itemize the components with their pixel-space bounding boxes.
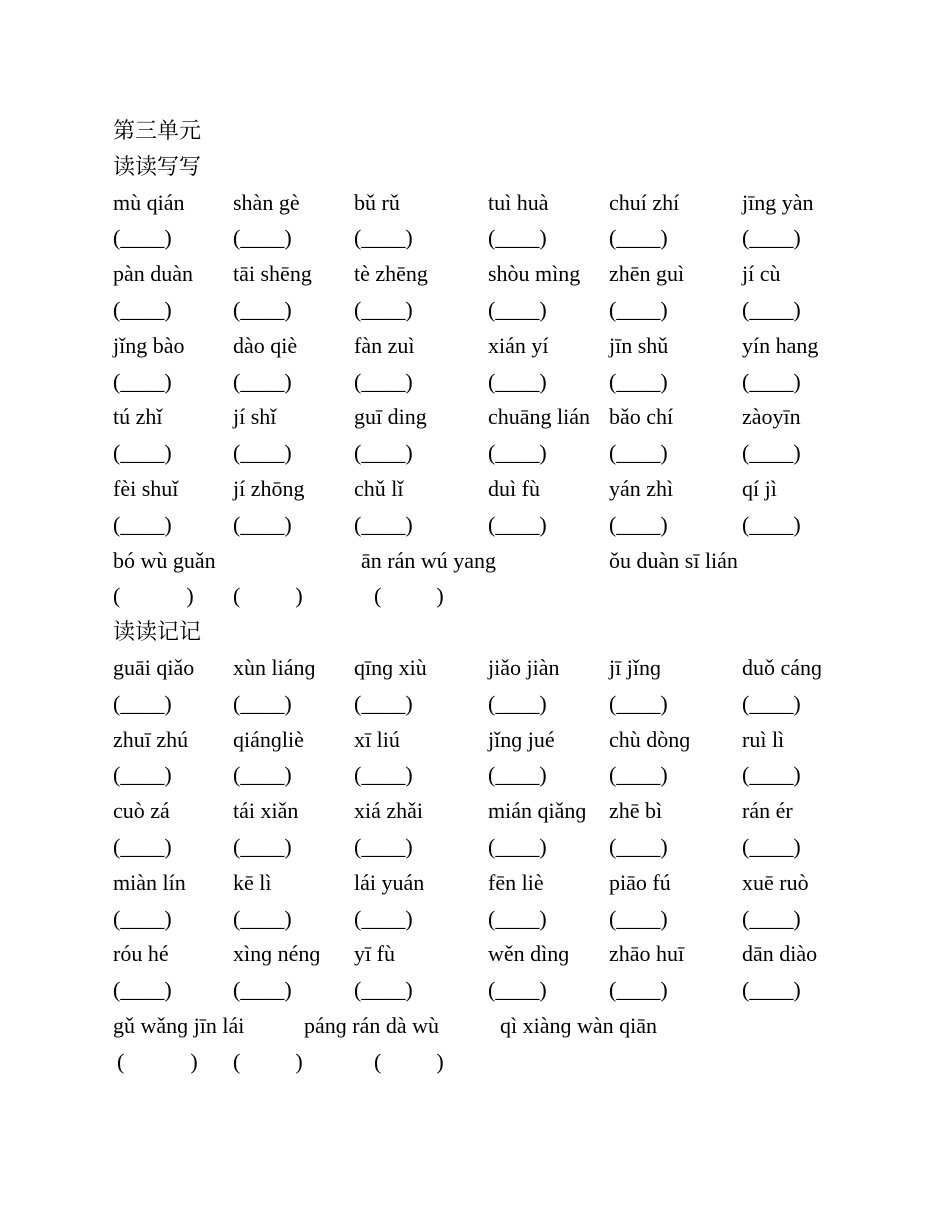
- answer-blank[interactable]: (____): [113, 368, 172, 394]
- pinyin-word: chuí zhí: [609, 189, 680, 215]
- pinyin-word: jiǎo jiàn: [488, 654, 560, 680]
- pinyin-row: [113, 936, 873, 972]
- blank-row: [113, 220, 873, 256]
- answer-blank[interactable]: (____): [113, 905, 172, 931]
- answer-blank[interactable]: (____): [488, 690, 547, 716]
- pinyin-word: zhēn guì: [609, 261, 685, 287]
- pinyin-word: róu hé: [113, 941, 169, 967]
- answer-blank[interactable]: (____): [354, 511, 413, 537]
- answer-blank[interactable]: (____): [488, 905, 547, 931]
- pinyin-word: fēn liè: [488, 869, 544, 895]
- idiom-blank-row: [113, 1044, 873, 1080]
- answer-blank[interactable]: (____): [742, 296, 801, 322]
- pinyin-word: pàn duàn: [113, 261, 194, 287]
- pinyin-word: chù dònɡ: [609, 726, 691, 752]
- answer-blank[interactable]: (____): [742, 440, 801, 466]
- answer-blank[interactable]: (____): [354, 977, 413, 1003]
- pinyin-word: bǎo chí: [609, 404, 674, 430]
- blank-row: [113, 757, 873, 793]
- answer-blank[interactable]: ( ): [117, 1048, 198, 1074]
- answer-blank[interactable]: (____): [233, 762, 292, 788]
- pinyin-word: jǐng bào: [113, 332, 185, 358]
- answer-blank[interactable]: (____): [488, 225, 547, 251]
- answer-blank[interactable]: (____): [609, 690, 668, 716]
- pinyin-word: xùn liánɡ: [233, 654, 316, 680]
- answer-blank[interactable]: (____): [742, 511, 801, 537]
- pinyin-row: [113, 471, 873, 507]
- answer-blank[interactable]: (____): [609, 977, 668, 1003]
- pinyin-word: jīn shǔ: [609, 332, 669, 358]
- pinyin-word: tuì huà: [488, 189, 549, 215]
- blank-row: [113, 435, 873, 471]
- answer-blank[interactable]: (____): [488, 368, 547, 394]
- idiom-row: [113, 1008, 873, 1044]
- idiom-pinyin: bó wù guǎn: [113, 547, 216, 573]
- answer-blank[interactable]: (____): [354, 296, 413, 322]
- pinyin-word: tái xiǎn: [233, 798, 299, 824]
- answer-blank[interactable]: (____): [233, 977, 292, 1003]
- answer-blank[interactable]: (____): [742, 833, 801, 859]
- pinyin-word: chuāng lián: [488, 404, 591, 430]
- idiom-pinyin: pánɡ rán dà wù: [304, 1012, 440, 1038]
- answer-blank[interactable]: (____): [233, 296, 292, 322]
- pinyin-word: jí zhōng: [233, 475, 305, 501]
- pinyin-word: xiá zhǎi: [354, 798, 424, 824]
- worksheet: [113, 113, 873, 1080]
- unit-title: 第三单元: [113, 118, 202, 143]
- answer-blank[interactable]: (____): [488, 977, 547, 1003]
- pinyin-word: rán ér: [742, 798, 793, 824]
- blank-row: [113, 364, 873, 400]
- answer-blank[interactable]: (____): [354, 368, 413, 394]
- answer-blank[interactable]: (____): [113, 225, 172, 251]
- answer-blank[interactable]: (____): [609, 762, 668, 788]
- pinyin-word: xuē ruò: [742, 869, 809, 895]
- answer-blank[interactable]: (____): [609, 296, 668, 322]
- pinyin-row: [113, 722, 873, 758]
- pinyin-word: qiánɡliè: [233, 726, 304, 752]
- pinyin-word: tè zhēng: [354, 261, 428, 287]
- pinyin-word: yán zhì: [609, 475, 674, 501]
- answer-blank[interactable]: (____): [113, 833, 172, 859]
- blank-row: [113, 292, 873, 328]
- answer-blank[interactable]: (____): [233, 690, 292, 716]
- pinyin-row: [113, 399, 873, 435]
- answer-blank[interactable]: (____): [113, 977, 172, 1003]
- pinyin-word: jīng yàn: [742, 189, 814, 215]
- pinyin-word: xī liú: [354, 726, 400, 752]
- answer-blank[interactable]: (____): [742, 977, 801, 1003]
- answer-blank[interactable]: (____): [609, 440, 668, 466]
- pinyin-word: wěn dìnɡ: [488, 941, 570, 967]
- answer-blank[interactable]: (____): [488, 440, 547, 466]
- pinyin-word: miàn lín: [113, 869, 186, 895]
- blank-row: [113, 829, 873, 865]
- pinyin-row: [113, 793, 873, 829]
- pinyin-word: duǒ cánɡ: [742, 654, 823, 680]
- answer-blank[interactable]: (____): [233, 511, 292, 537]
- pinyin-word: jí cù: [742, 261, 781, 287]
- answer-blank[interactable]: (____): [113, 511, 172, 537]
- pinyin-word: tāi shēng: [233, 261, 312, 287]
- pinyin-word: shàn gè: [233, 189, 300, 215]
- answer-blank[interactable]: (____): [609, 833, 668, 859]
- answer-blank[interactable]: (____): [113, 690, 172, 716]
- answer-blank[interactable]: (____): [609, 368, 668, 394]
- pinyin-word: xián yí: [488, 332, 549, 358]
- blank-row: [113, 901, 873, 937]
- pinyin-word: dān diào: [742, 941, 818, 967]
- pinyin-word: ruì lì: [742, 726, 785, 752]
- pinyin-word: bǔ rǔ: [354, 189, 400, 215]
- blank-row: [113, 686, 873, 722]
- pinyin-word: cuò zá: [113, 798, 170, 824]
- answer-blank[interactable]: (____): [742, 368, 801, 394]
- pinyin-word: jí shǐ: [233, 404, 277, 430]
- answer-blank[interactable]: (____): [233, 225, 292, 251]
- idiom-pinyin: qì xiànɡ wàn qiān: [500, 1012, 658, 1038]
- answer-blank[interactable]: ( ): [113, 583, 194, 609]
- idiom-pinyin: ān rán wú yang: [361, 547, 497, 573]
- answer-blank[interactable]: (____): [354, 762, 413, 788]
- pinyin-word: shòu mìng: [488, 261, 581, 287]
- answer-blank[interactable]: (____): [113, 440, 172, 466]
- section-read-write-rows: [113, 185, 873, 543]
- pinyin-row: [113, 185, 873, 221]
- answer-blank[interactable]: (____): [354, 225, 413, 251]
- pinyin-row: [113, 650, 873, 686]
- pinyin-word: yín hang: [742, 332, 819, 358]
- answer-blank[interactable]: (____): [742, 905, 801, 931]
- blank-row: [113, 507, 873, 543]
- answer-blank[interactable]: (____): [233, 440, 292, 466]
- answer-blank[interactable]: (____): [488, 511, 547, 537]
- pinyin-word: xìnɡ nénɡ: [233, 941, 321, 967]
- pinyin-word: piāo fú: [609, 869, 671, 895]
- pinyin-word: mù qián: [113, 189, 185, 215]
- pinyin-word: lái yuán: [354, 869, 425, 895]
- pinyin-word: duì fù: [488, 475, 540, 501]
- answer-blank[interactable]: ( ): [233, 583, 303, 609]
- answer-blank[interactable]: ( ): [374, 1048, 444, 1074]
- pinyin-word: zàoyīn: [742, 404, 801, 430]
- answer-blank[interactable]: (____): [113, 762, 172, 788]
- pinyin-word: tú zhǐ: [113, 404, 163, 430]
- answer-blank[interactable]: ( ): [374, 583, 444, 609]
- answer-blank[interactable]: (____): [488, 833, 547, 859]
- pinyin-word: guī ding: [354, 404, 427, 430]
- answer-blank[interactable]: (____): [233, 833, 292, 859]
- answer-blank[interactable]: (____): [488, 762, 547, 788]
- idiom-pinyin: gǔ wǎnɡ jīn lái: [113, 1012, 245, 1038]
- section-read-remember-rows: [113, 650, 873, 1008]
- pinyin-word: dào qiè: [233, 332, 298, 358]
- pinyin-word: yī fù: [354, 941, 395, 967]
- pinyin-word: zhuī zhú: [113, 726, 189, 752]
- pinyin-word: guāi qiǎo: [113, 654, 195, 680]
- answer-blank[interactable]: (____): [609, 511, 668, 537]
- answer-blank[interactable]: (____): [113, 296, 172, 322]
- answer-blank[interactable]: (____): [742, 762, 801, 788]
- pinyin-word: jī jǐnɡ: [609, 654, 661, 680]
- idiom-pinyin: ǒu duàn sī lián: [609, 547, 738, 573]
- pinyin-word: mián qiǎnɡ: [488, 798, 587, 824]
- pinyin-row: [113, 256, 873, 292]
- answer-blank[interactable]: (____): [742, 690, 801, 716]
- pinyin-word: chǔ lǐ: [354, 475, 404, 501]
- answer-blank[interactable]: (____): [488, 296, 547, 322]
- answer-blank[interactable]: (____): [233, 905, 292, 931]
- answer-blank[interactable]: (____): [354, 690, 413, 716]
- answer-blank[interactable]: (____): [354, 440, 413, 466]
- answer-blank[interactable]: (____): [354, 833, 413, 859]
- answer-blank[interactable]: (____): [742, 225, 801, 251]
- pinyin-word: fàn zuì: [354, 332, 415, 358]
- answer-blank[interactable]: ( ): [233, 1048, 303, 1074]
- pinyin-word: fèi shuǐ: [113, 475, 179, 501]
- idiom-row: [113, 543, 873, 579]
- section-title-read-remember: 读读记记: [113, 619, 202, 645]
- pinyin-row: [113, 328, 873, 364]
- pinyin-row: [113, 865, 873, 901]
- pinyin-word: qí jì: [742, 475, 777, 501]
- pinyin-word: qīnɡ xiù: [354, 654, 427, 680]
- blank-row: [113, 972, 873, 1008]
- answer-blank[interactable]: (____): [354, 905, 413, 931]
- answer-blank[interactable]: (____): [609, 905, 668, 931]
- pinyin-word: kē lì: [233, 869, 272, 895]
- pinyin-word: zhāo huī: [609, 941, 685, 967]
- idiom-blank-row: [113, 578, 873, 614]
- pinyin-word: jǐnɡ jué: [488, 726, 555, 752]
- section-title-read-write: 读读写写: [113, 153, 202, 179]
- pinyin-word: zhē bì: [609, 798, 663, 824]
- answer-blank[interactable]: (____): [233, 368, 292, 394]
- answer-blank[interactable]: (____): [609, 225, 668, 251]
